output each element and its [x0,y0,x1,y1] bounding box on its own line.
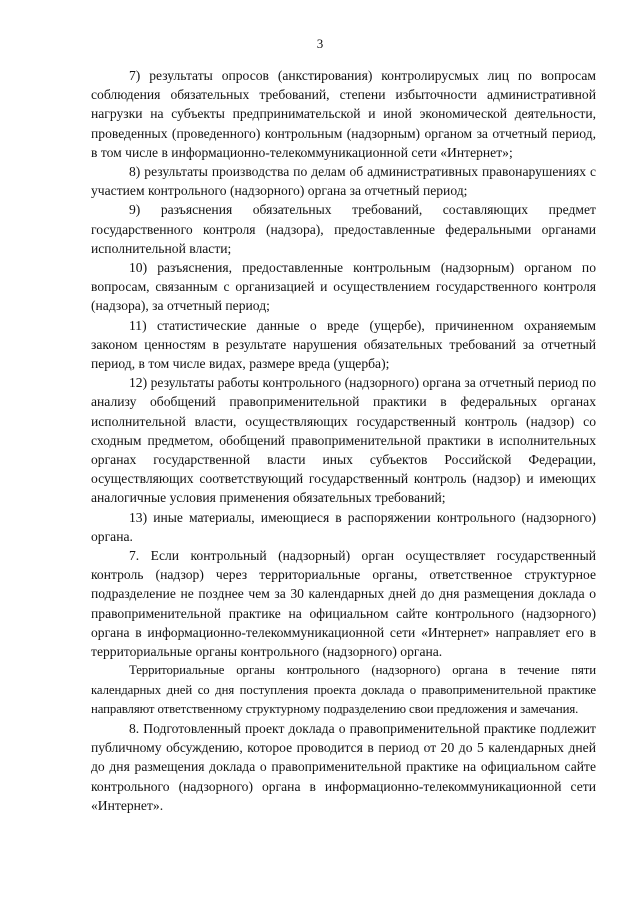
paragraph-item-9: 9) разъяснения обязательных требований, составляющих предмет государственного контроля (надзора), предоставленные федеральными органами исполнительной власти; [91,202,596,256]
paragraph-item-11: 11) статистические данные о вреде (ущербе), причиненном охраняемым законом ценностям в результате нарушения обязательных требований за отчетный период, в том числе видах, размере вреда (ущерба); [91,317,596,372]
paragraph-territorial-bodies: Территориальные органы контрольного (надзорного) органа в течение пяти календарных дней со дня поступления проекта доклада о правоприменительной практике направляют ответственному структурному подразделению свои предложения и замечания. [91,663,596,716]
paragraph-item-10: 10) разъяснения, предоставленные контрольным (надзорным) органом по вопросам, связанным с организацией и осуществлением государственного контроля (надзора), за отчетный период; [91,260,596,314]
paragraph-clause-7: 7. Если контрольный (надзорный) орган осуществляет государственный контроль (надзор) через территориальные органы, ответственное структурное подразделение не позднее чем за 30 календарных дней до дня размещения доклада о правоприменительной практике на официальном сайте контрольного (надзорного) органа в информационно-телекоммуникационной сети «Интернет» направляет его в территориальные органы контрольного (надзорного) органа. [91,548,596,660]
paragraph-item-7: 7) результаты опросов (анкстирования) контролирусмых лиц по вопросам соблюдения обязательных требований, степени избыточности административной нагрузки на субъекты предпринимательской и иной экономической деятельности, проведенных (проведенного) контрольным (надзорным) органом за отчетный период, в том числе в информационно-телекоммуникационной сети «Интернет»; [91,68,596,160]
paragraph-item-13: 13) иные материалы, имеющиеся в распоряжении контрольного (надзорного) органа. [91,509,596,544]
document-body [91,66,596,815]
paragraph-item-8: 8) результаты производства по делам об административных правонарушениях с участием контрольного (надзорного) органа за отчетный период; [91,164,596,199]
paragraph-clause-8: 8. Подготовленный проект доклада о правоприменительной практике подлежит публичному обсуждению, которое проводится в период от 20 до 5 календарных дней до дня размещения доклада о правоприменительной практике на официальном сайте контрольного (надзорного) органа в информационно-телекоммуникационной сети «Интернет». [91,720,596,813]
paragraph-item-12: 12) результаты работы контрольного (надзорного) органа за отчетный период по анализу обобщений правоприменительной практики в федеральных органах исполнительной власти, осуществляющих государственный контроль (надзор) со сходным предметом, обобщений правоприменительной практики в исполнительных органах государственной власти иных субъектов Российской Федерации, осуществляющих соответствующий государственный контроль (надзор) и имеющих аналогичные условия применения обязательных требований; [91,375,596,506]
page-number: 3 [316,36,324,51]
